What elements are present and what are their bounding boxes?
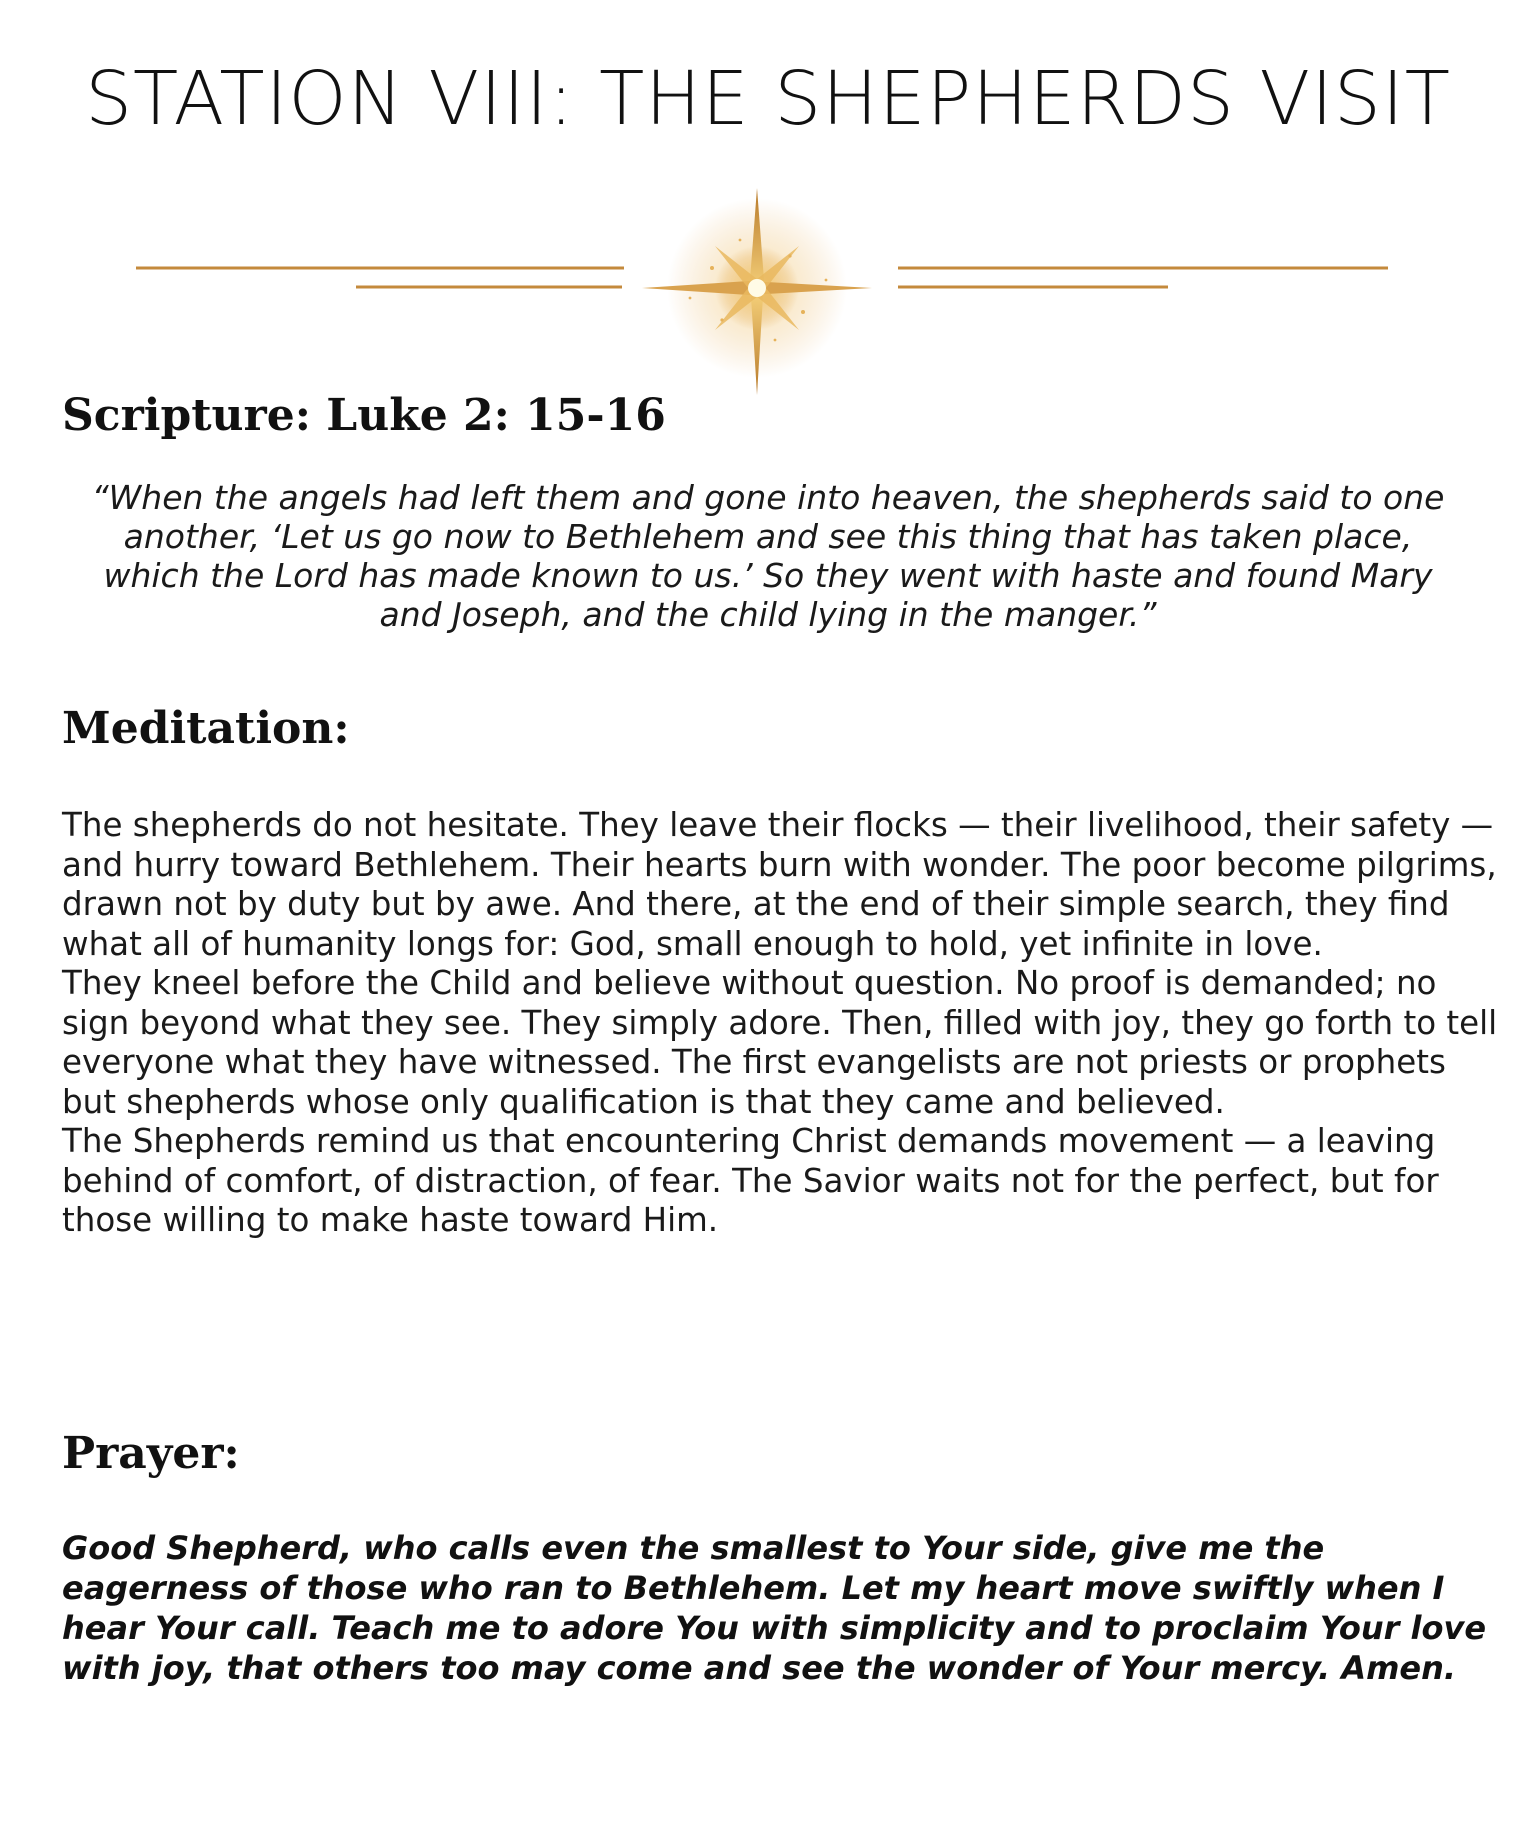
prayer-heading: Prayer: (62, 1428, 240, 1479)
prayer-text: Good Shepherd, who calls even the smallest to Your side, give me the eagerness of those who ran to Bethlehem. Let my heart move swiftly when I hear Your call. Teach me to adore You with simplicity and to proclaim Your love with joy, that others too may come and see the wonder of Your mercy. Amen. (62, 1529, 1487, 1687)
meditation-paragraph: They kneel before the Child and believe without question. No proof is demanded; no sign beyond what they see. They simply adore. Then, filled with joy, they go forth to tell everyone what they have witnessed. The first evangelists are not priests or prophets but shepherds whose only qualification is that they came and believed. (62, 964, 1498, 1121)
meditation-paragraph: The Shepherds remind us that encountering Christ demands movement — a leaving behind of comfort, of distraction, of fear. The Savior waits not for the perfect, but for those willing to make haste toward Him. (62, 1122, 1439, 1239)
meditation-heading: Meditation: (62, 703, 350, 754)
meditation-body (62, 806, 1502, 1241)
meditation-paragraph: The shepherds do not hesitate. They leave their flocks — their livelihood, their safety — and hurry toward Bethlehem. Their hearts burn with wonder. The poor become pilgrims, drawn not by duty but by awe. And there, at the end of their simple search, they find what all of humanity longs for: God, small enough to hold, yet infinite in love. (62, 806, 1497, 963)
scripture-quote: “When the angels had left them and gone into heaven, the shepherds said to one another, ‘Let us go now to Bethlehem and see this thing that has taken place, which the Lord has made known to us.’ So they went with haste and found Mary and Joseph, and the child lying in the manger.” (91, 478, 1445, 634)
star-ornament (0, 180, 1536, 410)
scripture-heading: Scripture: Luke 2: 15-16 (62, 390, 666, 441)
right-decorative-lines (898, 268, 1388, 287)
star-icon (642, 188, 872, 395)
left-decorative-lines (136, 268, 624, 287)
page-title: STATION VIII: THE SHEPHERDS VISIT (85, 56, 1451, 142)
